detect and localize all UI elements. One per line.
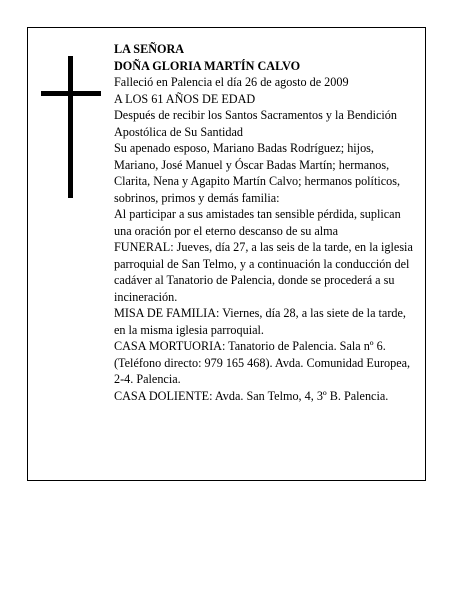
prayer-request-paragraph: Al participar a sus amistades tan sensible pérdida, suplican una oración por el eterno descanso de su alma — [114, 207, 401, 238]
grieving-home-paragraph: CASA DOLIENTE: Avda. San Telmo, 4, 3º B. Palencia. — [114, 388, 389, 403]
notice-text-block — [114, 41, 414, 404]
notice-title: LA SEÑORA — [114, 42, 185, 56]
family-paragraph: Su apenado esposo, Mariano Badas Rodríguez; hijos, Mariano, José Manuel y Óscar Badas Martín; hermanos, Clarita, Nena y Agapito Martín Calvo; hermanos políticos, sobrinos, primos y demás familia: — [114, 141, 401, 205]
cross-vertical-bar — [68, 56, 73, 198]
sacraments-paragraph: Después de recibir los Santos Sacramentos y la Bendición Apostólica de Su Santidad — [114, 108, 397, 139]
age-line: A LOS 61 AÑOS DE EDAD — [114, 91, 256, 106]
obituary-notice — [27, 27, 426, 481]
funeral-paragraph: FUNERAL: Jueves, día 27, a las seis de la tarde, en la iglesia parroquial de San Telmo, y a continuación la conducción del cadáver al Tanatorio de Palencia, donde se procederá a su incineración. — [114, 240, 413, 304]
mortuary-paragraph: CASA MORTUORIA: Tanatorio de Palencia. Sala nº 6. (Teléfono directo: 979 165 468). Avda. Comunidad Europea, 2-4. Palencia. — [114, 339, 411, 386]
cross-icon — [41, 56, 101, 198]
death-details: Falleció en Palencia el día 26 de agosto de 2009 — [114, 75, 349, 89]
deceased-name: DOÑA GLORIA MARTÍN CALVO — [114, 58, 301, 73]
family-mass-paragraph: MISA DE FAMILIA: Viernes, día 28, a las siete de la tarde, en la misma iglesia parroquial. — [114, 306, 406, 337]
cross-horizontal-bar — [41, 91, 101, 96]
